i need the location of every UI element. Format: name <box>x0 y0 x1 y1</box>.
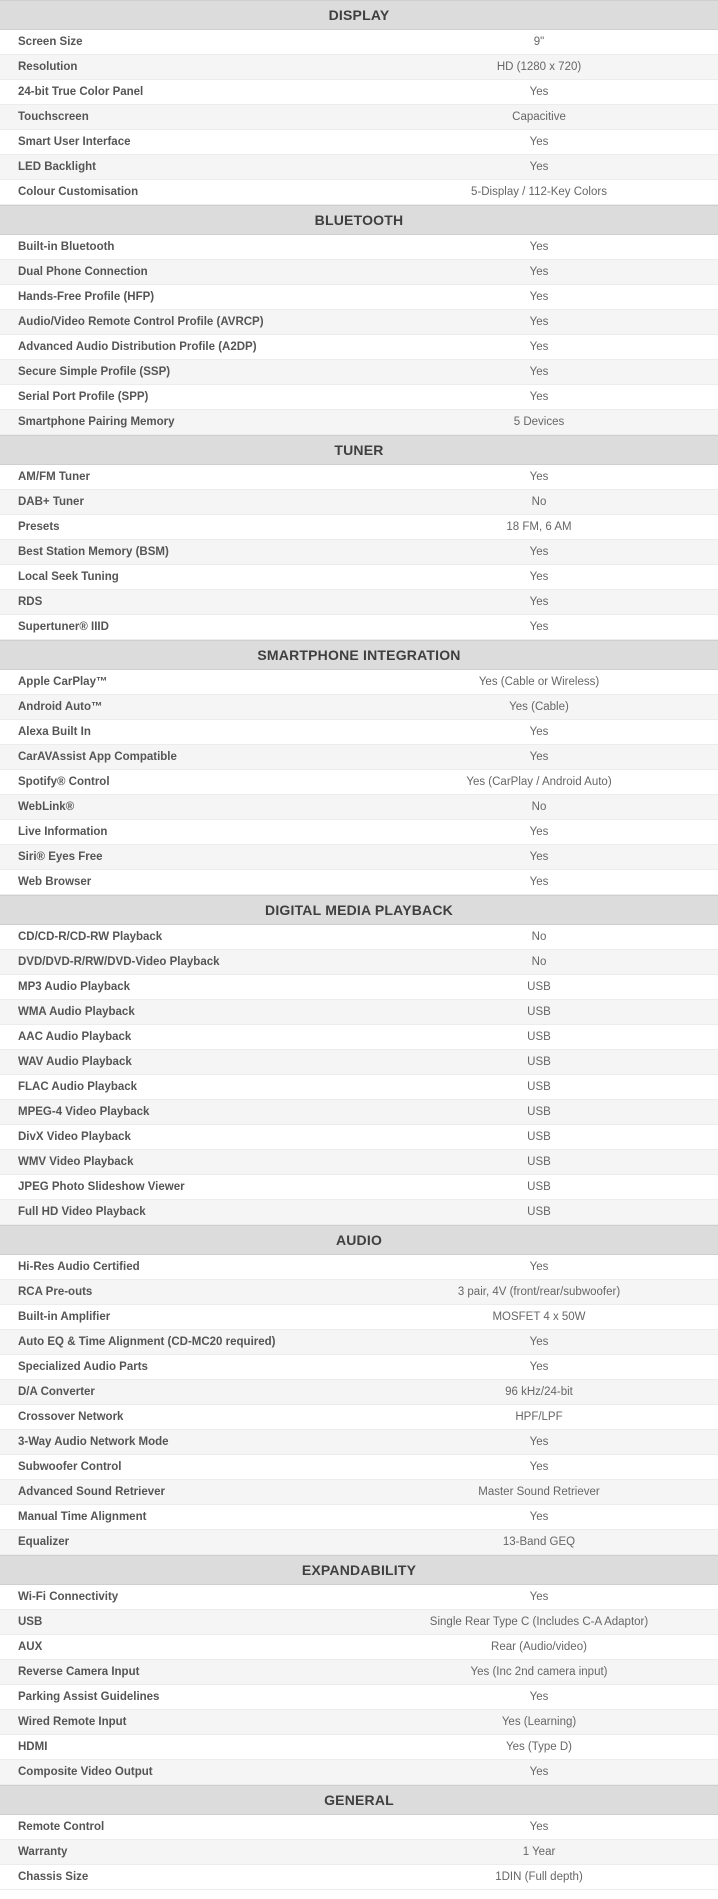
spec-label: AAC Audio Playback <box>18 1031 132 1043</box>
spec-value: No <box>531 801 547 813</box>
section-header: DISPLAY <box>0 0 718 30</box>
spec-row <box>0 55 718 80</box>
spec-row <box>0 360 718 385</box>
spec-row <box>0 1635 718 1660</box>
spec-row <box>0 1405 718 1430</box>
spec-label: Auto EQ & Time Alignment (CD-MC20 required) <box>18 1336 276 1348</box>
spec-row <box>0 235 718 260</box>
spec-value: 13-Band GEQ <box>502 1536 576 1548</box>
spec-row <box>0 1075 718 1100</box>
spec-value: 5 Devices <box>513 416 565 428</box>
spec-value: USB <box>527 1206 551 1218</box>
spec-label: Smartphone Pairing Memory <box>18 416 175 428</box>
spec-row <box>0 385 718 410</box>
spec-label: Smart User Interface <box>18 136 131 148</box>
spec-label: Wired Remote Input <box>18 1716 127 1728</box>
section-header: AUDIO <box>0 1225 718 1255</box>
spec-value: Yes <box>529 1336 549 1348</box>
spec-row <box>0 950 718 975</box>
spec-label: AM/FM Tuner <box>18 471 90 483</box>
spec-row <box>0 1685 718 1710</box>
spec-row <box>0 925 718 950</box>
spec-label: Warranty <box>18 1846 68 1858</box>
spec-label: CD/CD-R/CD-RW Playback <box>18 931 163 943</box>
spec-value: No <box>531 956 547 968</box>
spec-value: USB <box>527 1181 551 1193</box>
spec-label: 24-bit True Color Panel <box>18 86 144 98</box>
spec-row <box>0 1330 718 1355</box>
spec-label: MP3 Audio Playback <box>18 981 131 993</box>
spec-label: Built-in Amplifier <box>18 1311 111 1323</box>
spec-label: Live Information <box>18 826 108 838</box>
spec-label: DVD/DVD-R/RW/DVD-Video Playback <box>18 956 220 968</box>
spec-label: Advanced Audio Distribution Profile (A2DP) <box>18 341 257 353</box>
spec-label: Local Seek Tuning <box>18 571 119 583</box>
spec-row <box>0 1200 718 1225</box>
section-header: GENERAL <box>0 1785 718 1815</box>
spec-row <box>0 1865 718 1890</box>
spec-label: LED Backlight <box>18 161 96 173</box>
spec-label: MPEG-4 Video Playback <box>18 1106 150 1118</box>
spec-row <box>0 1255 718 1280</box>
spec-value: Yes <box>529 266 549 278</box>
spec-value: Yes <box>529 341 549 353</box>
spec-value: USB <box>527 1156 551 1168</box>
spec-row <box>0 1280 718 1305</box>
spec-label: WMA Audio Playback <box>18 1006 135 1018</box>
spec-row <box>0 465 718 490</box>
spec-row <box>0 1000 718 1025</box>
spec-label: D/A Converter <box>18 1386 95 1398</box>
spec-label: Supertuner® IIID <box>18 621 109 633</box>
spec-value: Yes (Cable) <box>509 701 569 713</box>
spec-value: Yes <box>529 241 549 253</box>
spec-label: Composite Video Output <box>18 1766 153 1778</box>
spec-value: HD (1280 x 720) <box>496 61 582 73</box>
spec-row <box>0 845 718 870</box>
spec-label: Spotify® Control <box>18 776 110 788</box>
spec-row <box>0 1175 718 1200</box>
spec-row <box>0 490 718 515</box>
spec-value: Yes <box>529 726 549 738</box>
section-header: EXPANDABILITY <box>0 1555 718 1585</box>
spec-row <box>0 410 718 435</box>
spec-row <box>0 180 718 205</box>
spec-label: Resolution <box>18 61 78 73</box>
spec-row <box>0 1100 718 1125</box>
spec-row <box>0 870 718 895</box>
spec-row <box>0 695 718 720</box>
spec-label: WebLink® <box>18 801 75 813</box>
spec-value: 9" <box>533 36 545 48</box>
spec-label: DivX Video Playback <box>18 1131 131 1143</box>
spec-value: Single Rear Type C (Includes C-A Adaptor) <box>429 1616 649 1628</box>
spec-value: Yes <box>529 851 549 863</box>
spec-row <box>0 1025 718 1050</box>
spec-label: Wi-Fi Connectivity <box>18 1591 119 1603</box>
spec-row <box>0 590 718 615</box>
spec-label: Android Auto™ <box>18 701 103 713</box>
spec-row <box>0 1430 718 1455</box>
spec-label: Manual Time Alignment <box>18 1511 147 1523</box>
spec-value: Yes <box>529 1461 549 1473</box>
spec-value: Yes <box>529 366 549 378</box>
spec-label: Alexa Built In <box>18 726 91 738</box>
spec-label: Colour Customisation <box>18 186 139 198</box>
spec-value: USB <box>527 1106 551 1118</box>
spec-label: Apple CarPlay™ <box>18 676 108 688</box>
spec-label: RDS <box>18 596 43 608</box>
spec-label: Screen Size <box>18 36 83 48</box>
spec-value: No <box>531 496 547 508</box>
spec-value: 18 FM, 6 AM <box>506 521 572 533</box>
spec-row <box>0 1530 718 1555</box>
spec-value: 96 kHz/24-bit <box>505 1386 573 1398</box>
spec-value: 3 pair, 4V (front/rear/subwoofer) <box>457 1286 621 1298</box>
spec-value: Yes <box>529 1261 549 1273</box>
section-header: BLUETOOTH <box>0 205 718 235</box>
spec-label: Subwoofer Control <box>18 1461 122 1473</box>
spec-row <box>0 260 718 285</box>
spec-value: 1 Year <box>522 1846 556 1858</box>
spec-label: FLAC Audio Playback <box>18 1081 138 1093</box>
spec-row <box>0 1480 718 1505</box>
spec-value: Yes (Cable or Wireless) <box>478 676 600 688</box>
spec-value: Yes <box>529 1821 549 1833</box>
spec-row <box>0 1050 718 1075</box>
spec-label: HDMI <box>18 1741 48 1753</box>
spec-row <box>0 1760 718 1785</box>
spec-label: Specialized Audio Parts <box>18 1361 148 1373</box>
spec-value: USB <box>527 1131 551 1143</box>
spec-row <box>0 565 718 590</box>
spec-row <box>0 1455 718 1480</box>
spec-label: Crossover Network <box>18 1411 124 1423</box>
spec-row <box>0 155 718 180</box>
spec-value: Yes (CarPlay / Android Auto) <box>466 776 612 788</box>
spec-value: Master Sound Retriever <box>478 1486 600 1498</box>
spec-row <box>0 80 718 105</box>
spec-label: Secure Simple Profile (SSP) <box>18 366 171 378</box>
spec-row <box>0 1355 718 1380</box>
spec-row <box>0 1125 718 1150</box>
spec-row <box>0 1585 718 1610</box>
spec-label: Full HD Video Playback <box>18 1206 146 1218</box>
spec-row <box>0 1610 718 1635</box>
spec-label: Best Station Memory (BSM) <box>18 546 169 558</box>
spec-label: Hands-Free Profile (HFP) <box>18 291 155 303</box>
spec-row <box>0 1840 718 1865</box>
spec-label: WAV Audio Playback <box>18 1056 132 1068</box>
spec-value: Rear (Audio/video) <box>491 1641 587 1653</box>
spec-label: Built-in Bluetooth <box>18 241 115 253</box>
spec-value: Yes <box>529 876 549 888</box>
spec-label: Chassis Size <box>18 1871 89 1883</box>
spec-value: Yes <box>529 86 549 98</box>
spec-value: Yes <box>529 621 549 633</box>
spec-value: Yes <box>529 1436 549 1448</box>
spec-value: USB <box>527 1006 551 1018</box>
spec-label: Serial Port Profile (SPP) <box>18 391 149 403</box>
spec-value: Yes <box>529 1766 549 1778</box>
spec-label: Equalizer <box>18 1536 70 1548</box>
section-header: DIGITAL MEDIA PLAYBACK <box>0 895 718 925</box>
spec-value: Yes <box>529 571 549 583</box>
spec-row <box>0 335 718 360</box>
spec-row <box>0 820 718 845</box>
spec-row <box>0 1660 718 1685</box>
spec-value: Yes <box>529 471 549 483</box>
spec-value: Yes <box>529 596 549 608</box>
spec-row <box>0 615 718 640</box>
spec-value: Yes (Inc 2nd camera input) <box>470 1666 608 1678</box>
spec-value: Yes (Learning) <box>501 1716 577 1728</box>
spec-label: Parking Assist Guidelines <box>18 1691 160 1703</box>
spec-label: DAB+ Tuner <box>18 496 84 508</box>
spec-value: Yes <box>529 1511 549 1523</box>
spec-value: HPF/LPF <box>515 1411 563 1423</box>
spec-label: Presets <box>18 521 60 533</box>
spec-value: Capacitive <box>512 111 566 123</box>
spec-label: Hi-Res Audio Certified <box>18 1261 140 1273</box>
spec-value: Yes (Type D) <box>505 1741 573 1753</box>
spec-value: 5-Display / 112-Key Colors <box>471 186 607 198</box>
spec-value: Yes <box>529 1361 549 1373</box>
spec-row <box>0 310 718 335</box>
spec-label: CarAVAssist App Compatible <box>18 751 177 763</box>
spec-value: MOSFET 4 x 50W <box>492 1311 586 1323</box>
spec-label: Audio/Video Remote Control Profile (AVRCP) <box>18 316 264 328</box>
spec-row <box>0 130 718 155</box>
spec-label: Advanced Sound Retriever <box>18 1486 165 1498</box>
spec-label: Siri® Eyes Free <box>18 851 103 863</box>
spec-label: Reverse Camera Input <box>18 1666 140 1678</box>
section-header: SMARTPHONE INTEGRATION <box>0 640 718 670</box>
spec-row <box>0 1380 718 1405</box>
spec-value: Yes <box>529 751 549 763</box>
spec-label: Dual Phone Connection <box>18 266 148 278</box>
spec-row <box>0 1710 718 1735</box>
spec-label: RCA Pre-outs <box>18 1286 93 1298</box>
spec-label: JPEG Photo Slideshow Viewer <box>18 1181 185 1193</box>
spec-row <box>0 540 718 565</box>
spec-value: Yes <box>529 316 549 328</box>
spec-value: 1DIN (Full depth) <box>495 1871 583 1883</box>
spec-row <box>0 1505 718 1530</box>
spec-row <box>0 795 718 820</box>
spec-row <box>0 30 718 55</box>
spec-value: Yes <box>529 291 549 303</box>
spec-row <box>0 105 718 130</box>
spec-row <box>0 285 718 310</box>
spec-row <box>0 1735 718 1760</box>
spec-value: Yes <box>529 1591 549 1603</box>
spec-label: USB <box>18 1616 43 1628</box>
spec-value: Yes <box>529 1691 549 1703</box>
spec-row <box>0 720 718 745</box>
spec-label: 3-Way Audio Network Mode <box>18 1436 169 1448</box>
spec-value: Yes <box>529 161 549 173</box>
spec-row <box>0 975 718 1000</box>
spec-value: Yes <box>529 136 549 148</box>
spec-value: USB <box>527 981 551 993</box>
spec-value: No <box>531 931 547 943</box>
spec-value: USB <box>527 1031 551 1043</box>
section-header: TUNER <box>0 435 718 465</box>
spec-value: Yes <box>529 826 549 838</box>
spec-row <box>0 770 718 795</box>
spec-row <box>0 670 718 695</box>
spec-label: Remote Control <box>18 1821 105 1833</box>
spec-row <box>0 1815 718 1840</box>
spec-label: WMV Video Playback <box>18 1156 134 1168</box>
spec-row <box>0 1150 718 1175</box>
spec-row <box>0 1305 718 1330</box>
spec-row <box>0 515 718 540</box>
spec-value: Yes <box>529 391 549 403</box>
spec-row <box>0 745 718 770</box>
spec-value: Yes <box>529 546 549 558</box>
spec-label: AUX <box>18 1641 43 1653</box>
spec-label: Touchscreen <box>18 111 89 123</box>
spec-value: USB <box>527 1056 551 1068</box>
spec-label: Web Browser <box>18 876 92 888</box>
spec-value: USB <box>527 1081 551 1093</box>
